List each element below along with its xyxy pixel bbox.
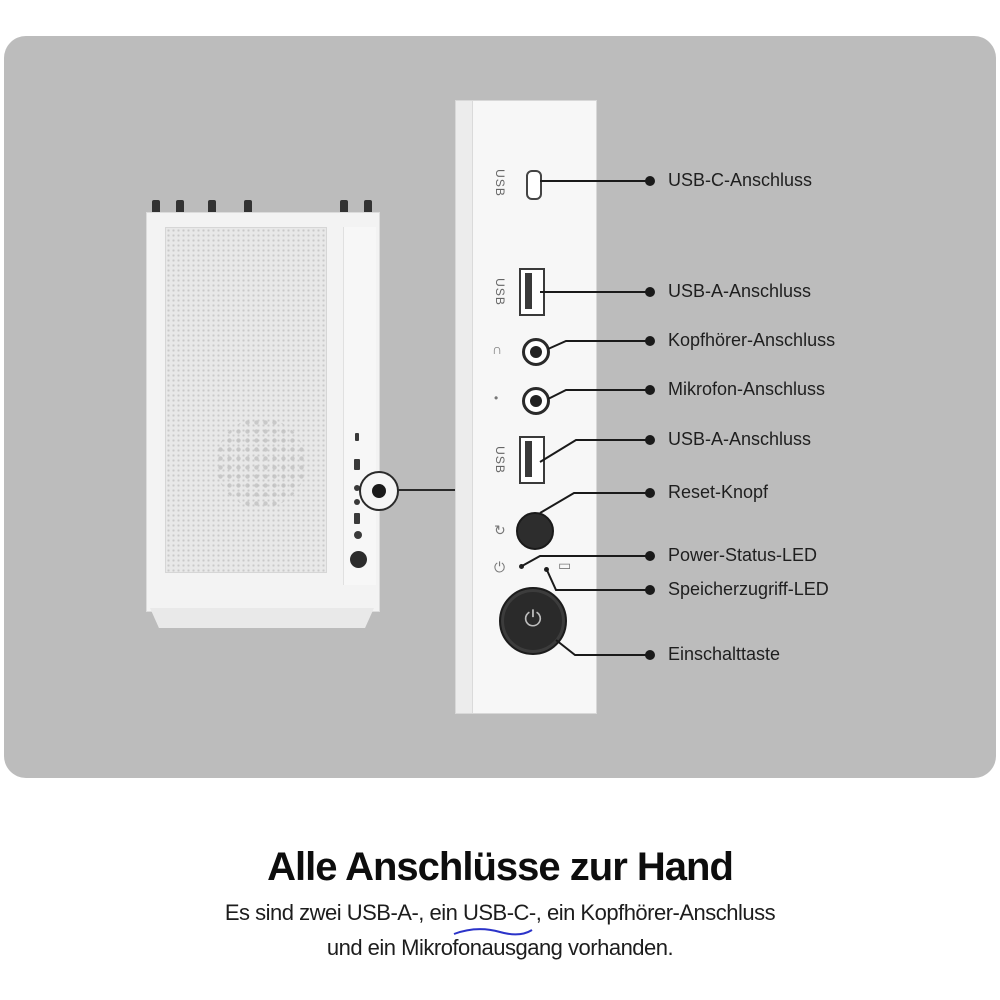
usb-text: USB <box>492 278 507 306</box>
leader-end-dot <box>645 287 655 297</box>
label-usb-c: USB-C-Anschluss <box>668 170 813 190</box>
label-power-button: Einschalttaste <box>668 644 781 664</box>
power-led-icon: ⏻ <box>494 559 506 575</box>
label-usb-a-2: USB-A-Anschluss <box>668 429 812 449</box>
storage-icon: ▭ <box>558 557 572 573</box>
leader-end-dot <box>645 336 655 346</box>
headphone-icon: ∩ <box>492 341 503 357</box>
description-line-2: und ein Mikrofonausgang vorhanden. <box>326 935 674 960</box>
leader-reset <box>540 493 650 513</box>
label-storage-led: Speicherzugriff-LED <box>668 579 829 599</box>
label-usb-a-1: USB-A-Anschluss <box>668 281 812 301</box>
microphone-icon: • <box>494 391 499 405</box>
leader-storage-led <box>546 568 650 590</box>
reset-icon: ↻ <box>494 522 506 538</box>
leader-headphone <box>548 341 650 349</box>
leader-end-dot <box>645 585 655 595</box>
label-headphone: Kopfhörer-Anschluss <box>668 330 836 350</box>
power-icon: ⏻ <box>524 606 542 631</box>
handwritten-underline <box>452 925 534 939</box>
description-line-1: Es sind zwei USB-A-, ein USB-C-, ein Kopfhörer-Anschluss <box>224 900 776 925</box>
leader-end-dot <box>645 435 655 445</box>
usb-text: USB <box>492 169 507 197</box>
leader-power-led <box>522 556 650 566</box>
leader-end-dot <box>645 176 655 186</box>
leader-power-button <box>556 640 650 655</box>
leader-end-dot <box>645 488 655 498</box>
label-reset: Reset-Knopf <box>668 482 769 502</box>
label-power-led: Power-Status-LED <box>668 545 818 565</box>
headline: Alle Anschlüsse zur Hand <box>267 845 733 889</box>
leader-end-dot <box>645 551 655 561</box>
leader-usb-a-2 <box>540 440 650 462</box>
leader-end-dot <box>645 650 655 660</box>
leader-end-dot <box>645 385 655 395</box>
usb-text: USB <box>492 446 507 474</box>
label-microphone: Mikrofon-Anschluss <box>668 379 826 399</box>
leader-microphone <box>548 390 650 399</box>
